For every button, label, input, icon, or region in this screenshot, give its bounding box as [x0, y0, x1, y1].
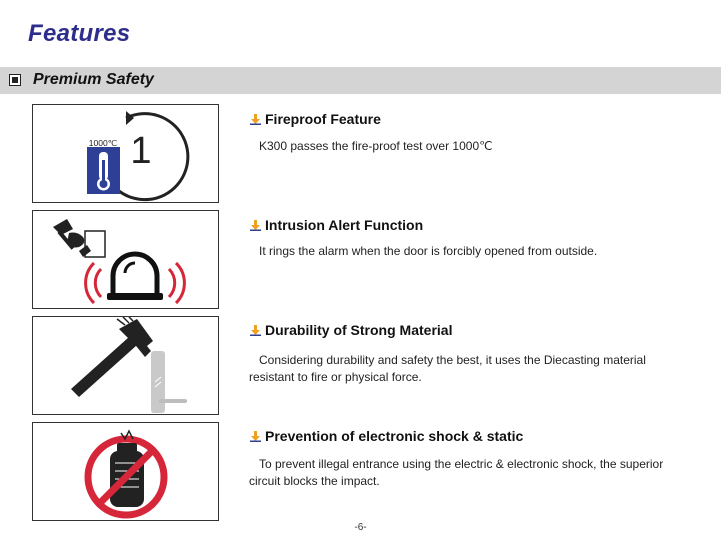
- alarm-siren-icon: [33, 211, 220, 310]
- hammer-handle-icon: [33, 317, 220, 416]
- page-number: -6-: [354, 522, 367, 533]
- section-title: Premium Safety: [33, 71, 154, 88]
- feature-title-shock: Prevention of electronic shock & static: [250, 428, 523, 445]
- bullet-icon: [250, 218, 261, 234]
- feature-title-durability: Durability of Strong Material: [250, 322, 452, 339]
- bullet-icon: [250, 323, 261, 339]
- feature-desc-shock: To prevent illegal entrance using the electric & electronic shock, the superior circuit blocks the impact.: [249, 457, 664, 488]
- shock-prevention-image: [32, 422, 219, 521]
- clock-number: 1: [130, 130, 152, 172]
- feature-desc-durability: Considering durability and safety the best, it uses the Diecasting material resistant to fire or physical force.: [249, 353, 646, 384]
- section-header: [0, 67, 721, 94]
- temperature-label: 1000℃: [88, 138, 118, 148]
- durability-image: [32, 316, 219, 415]
- thermometer-clock-icon: [33, 105, 220, 204]
- bullet-icon: [250, 112, 261, 128]
- feature-desc-intrusion: It rings the alarm when the door is forcibly opened from outside.: [259, 244, 598, 258]
- page-title: Features: [28, 20, 131, 47]
- feature-title-intrusion: Intrusion Alert Function: [250, 217, 423, 234]
- feature-desc-fireproof: K300 passes the fire-proof test over 1000℃: [259, 139, 493, 153]
- fireproof-image: [32, 104, 219, 203]
- section-checkbox-icon: [9, 74, 21, 86]
- no-stun-gun-icon: [33, 423, 220, 522]
- intrusion-image: [32, 210, 219, 309]
- bullet-icon: [250, 429, 261, 445]
- feature-title-fireproof: Fireproof Feature: [250, 111, 381, 128]
